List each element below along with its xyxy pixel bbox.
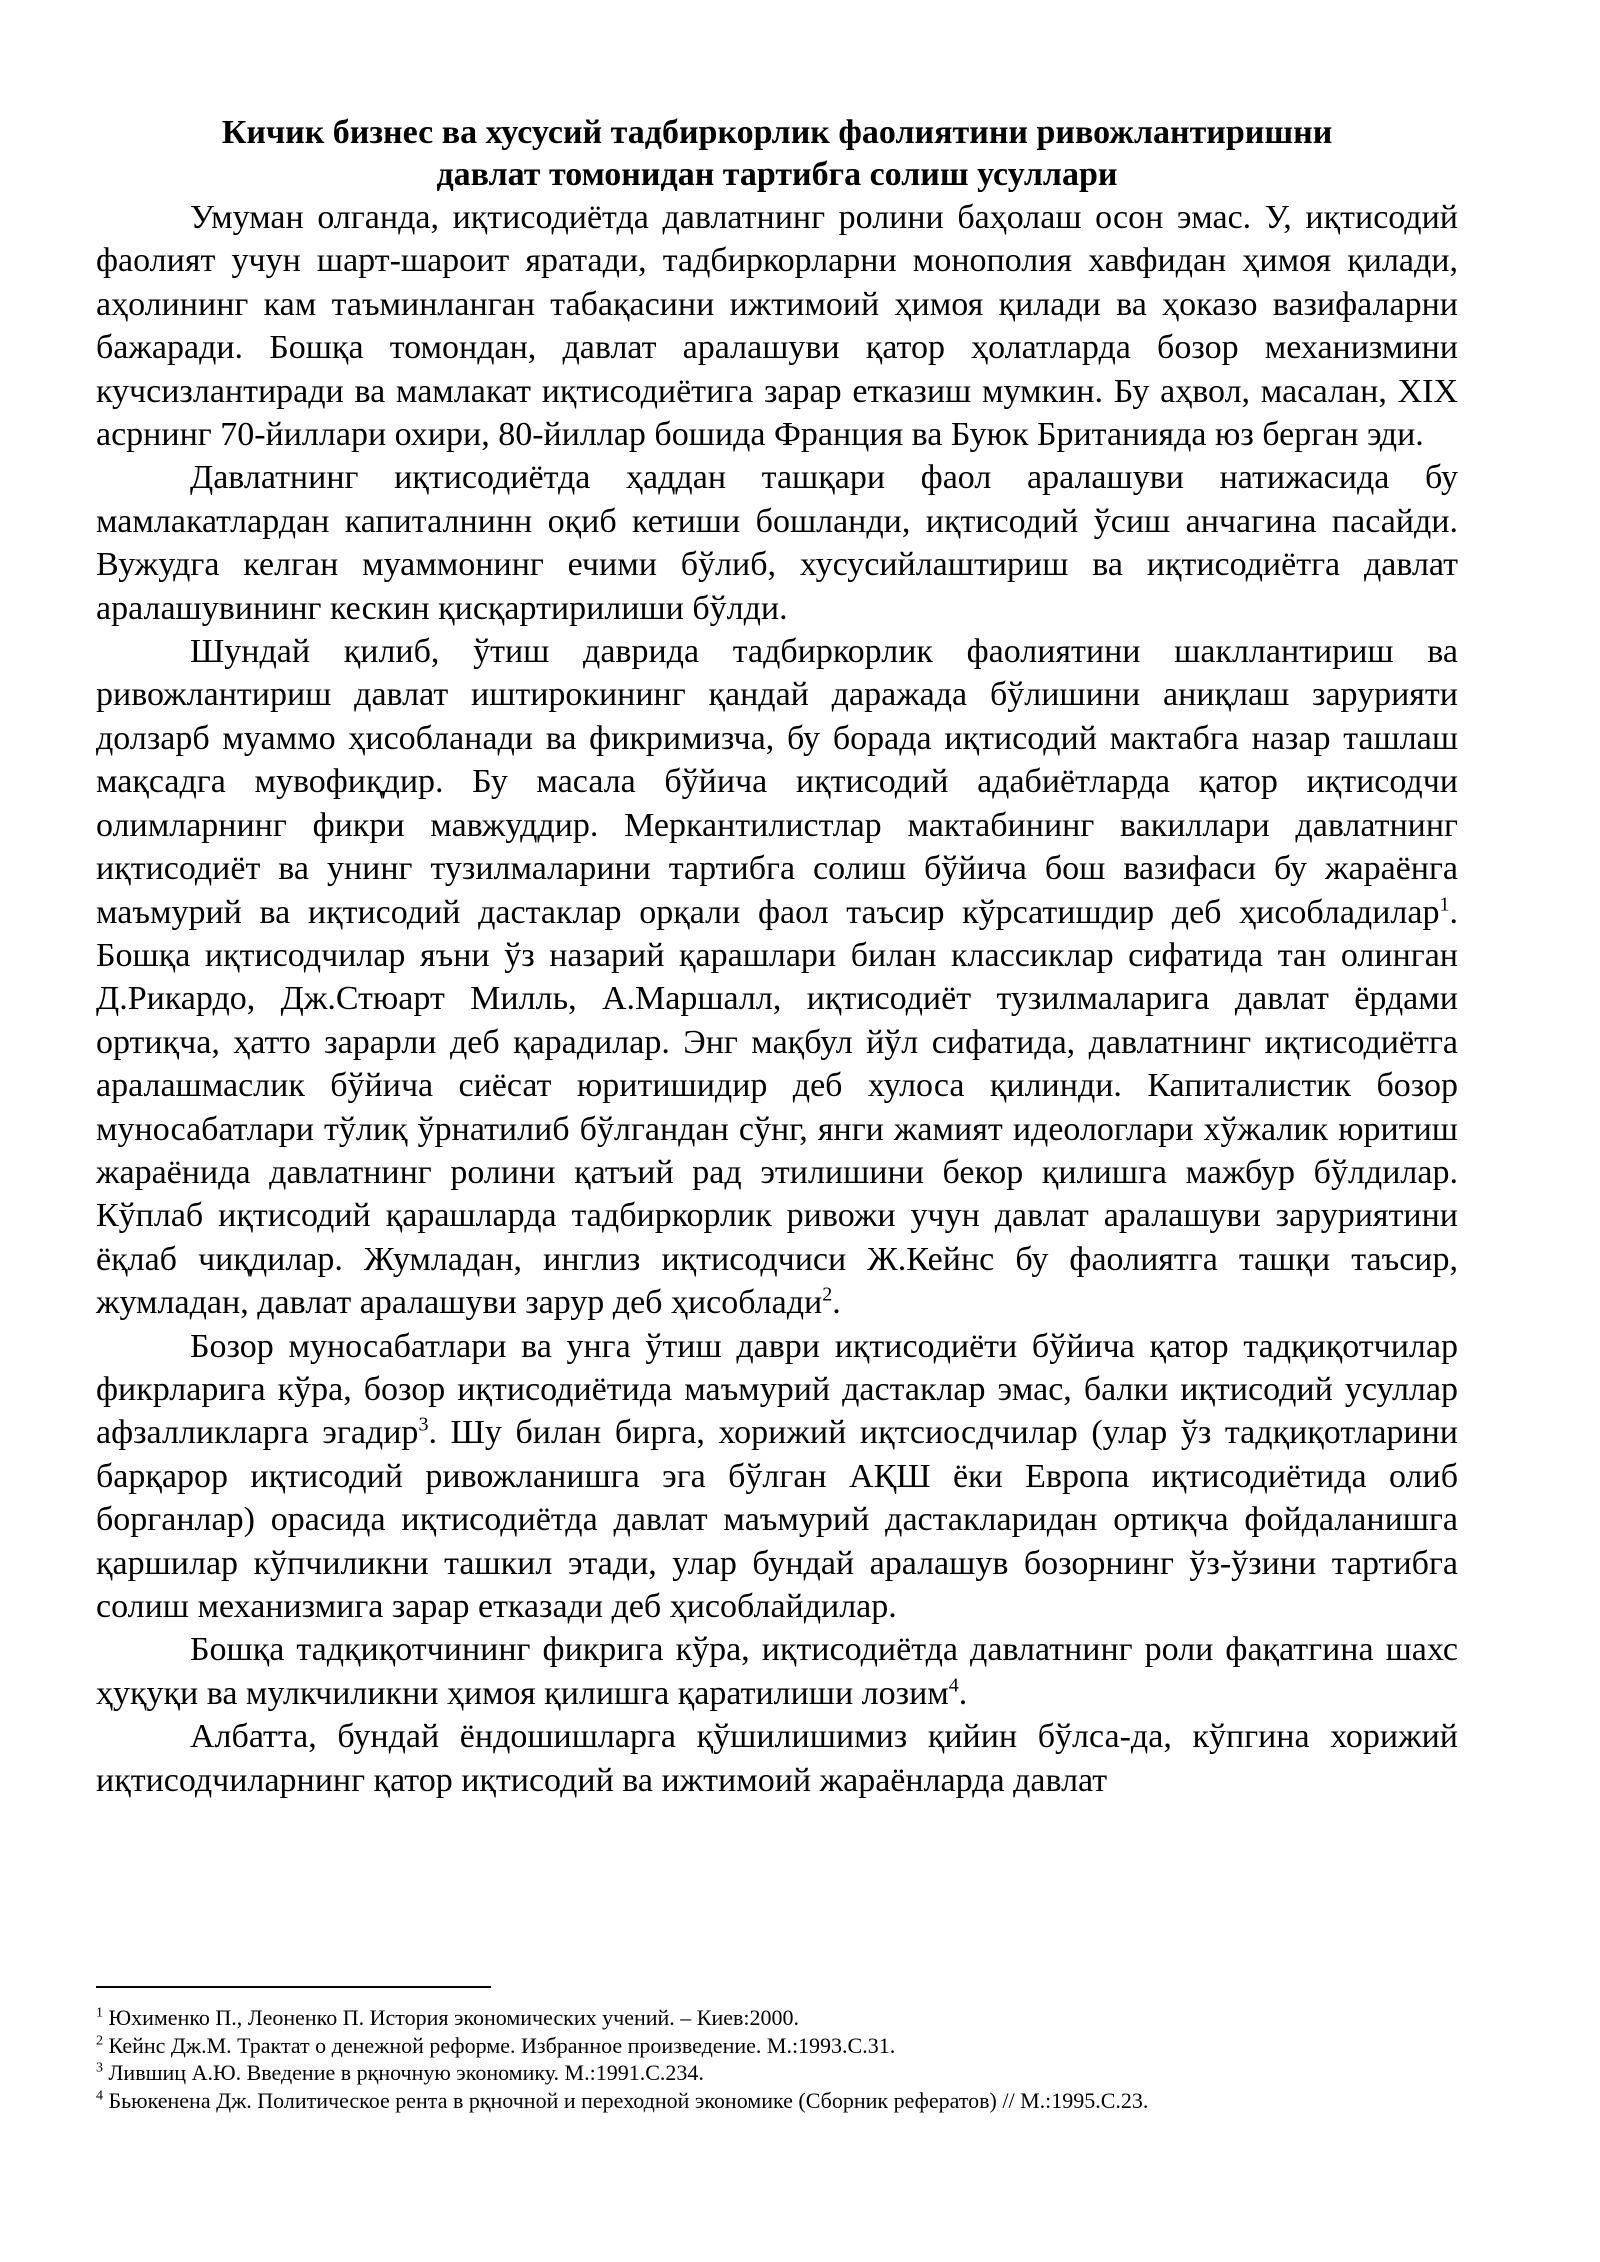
paragraph-5 (96, 1628, 1458, 1715)
paragraph-6: Албатта, бундай ёндошишларга қўшилишимиз қийин бўлса-да, кўпгина хорижий иқтисодчиларнинг қатор иқтисодий ва ижтимоий жараёнларда давлат (96, 1718, 1458, 1799)
title-line-2: давлат томонидан тартибга солиш усуллари (436, 156, 1118, 193)
paragraph-3-part-c: . (832, 1284, 841, 1322)
paragraph-4-part-a: Бозор муносабатлари ва унга ўтиш даври иқтисодиёти бўйича қатор тадқиқотчилар фикрларига кўра, бозор иқтисодиётида маъмурий дастаклар эмас, балки иқтисодий усуллар афзалликларга эгадир (96, 1327, 1458, 1452)
paragraph-1: Умуман олганда, иқтисодиётда давлатнинг ролини баҳолаш осон эмас. У, иқтисодий фаолият учун шарт-шароит яратади, тадбиркорларни монополия хавфидан ҳимоя қилади, аҳолининг кам таъминланган табақасини ижтимоий ҳимоя қилади ва ҳоказо вазифаларни бажаради. Бошқа томондан, давлат аралашуви қатор ҳолатларда бозор механизмини кучсизлантиради ва мамлакат иқтисодиётига зарар етказиш мумкин. Бу аҳвол, масалан, XIX асрнинг 70-йиллари охири, 80-йиллар бошида Франция ва Буюк Британияда юз берган эди. (96, 199, 1458, 454)
paragraph-2: Давлатнинг иқтисодиётда ҳаддан ташқари фаол аралашуви натижасида бу мамлакатлардан капиталнинн оқиб кетиши бошланди, иқтисодий ўсиш анчагина пасайди. Вужудга келган муаммонинг ечими бўлиб, хусусийлаштириш ва иқтисодиётга давлат аралашувининг кескин қисқартирилиши бўлди. (96, 459, 1458, 627)
footnote-ref-1[interactable]: 1 (1439, 893, 1450, 916)
title-line-1: Кичик бизнес ва хусусий тадбиркорлик фаолиятини ривожлантиришни (221, 114, 1333, 151)
footnote-separator (96, 1986, 491, 1988)
paragraph-3-part-a: Шундай қилиб, ўтиш даврида тадбиркорлик фаолиятини шакллантириш ва ривожлантириш давлат иштирокининг қандай даражада бўлишини аниқлаш зарурияти долзарб муаммо ҳисобланади ва фикримизча, бу борада иқтисодий мактабга назар ташлаш мақсадга мувофиқдир. Бу масала бўйича иқтисодий адабиётларда қатор иқтисодчи олимларнинг фикри мавжуддир. Меркантилистлар мактабининг вакиллари давлатнинг иқтисодиёт ва унинг тузилмаларини тартибга солиш бўйича бош вазифаси бу жараёнга маъмурий ва иқтисодий дастаклар орқали фаол таъсир кўрсатишдир деб ҳисобладилар (96, 633, 1458, 931)
paragraph-3-part-b: . Бошқа иқтисодчилар яъни ўз назарий қарашлари билан классиклар сифатида тан олинган Д.Рикардо, Дж.Стюарт Милль, А.Маршалл, иқтисодиёт тузилмаларига давлат ёрдами ортиқча, ҳатто зарарли деб қарадилар. Энг мақбул йўл сифатида, давлатнинг иқтисодиётга аралашмаслик бўйича сиёсат юритишидир деб хулоса қилинди. Капиталистик бозор муносабатлари тўлиқ ўрнатилиб бўлгандан сўнг, янги жамият идеологлари хўжалик юритиш жараёнида давлатнинг ролини қатъий рад этилишини бекор қилишга мажбур бўлдилар. Кўплаб иқтисодий қарашларда тадбиркорлик ривожи учун давлат аралашуви заруриятини ёқлаб чиқдилар. Жумладан, инглиз иқтисодчиси Ж.Кейнс бу фаолиятга ташқи таъсир, жумладан, давлат аралашуви зарур деб ҳисоблади (96, 893, 1458, 1322)
footnote-number: 2 (96, 2033, 103, 2049)
document-page (96, 112, 1458, 1802)
footnote-number: 1 (96, 2005, 103, 2021)
paragraph-3 (96, 630, 1458, 1325)
paragraph-5-part-a: Бошқа тадқиқотчининг фикрига кўра, иқтисодиётда давлатнинг роли фақатгина шахс ҳуқуқи ва мулкчиликни ҳимоя қилишга қаратилиши лозим (96, 1631, 1458, 1712)
document-body (96, 196, 1458, 1802)
footnote-3 (96, 2059, 1458, 2087)
footnote-number: 3 (96, 2060, 103, 2076)
footnote-text: Кейнс Дж.М. Трактат о денежной реформе. Избранное произведение. М.:1993.С.31. (103, 2032, 896, 2058)
paragraph-5-part-b: . (958, 1674, 968, 1712)
footnote-number: 4 (96, 2088, 103, 2104)
footnote-ref-2[interactable]: 2 (822, 1283, 833, 1306)
footnote-text: Лившиц А.Ю. Введение в рқночную экономику. М.:1991.С.234. (103, 2060, 704, 2085)
footnote-1 (96, 2004, 1458, 2032)
footnote-2 (96, 2032, 1458, 2060)
paragraph-4-part-b: . Шу билан бирга, хорижий иқтсиосдчилар (улар ўз тадқиқотларини барқарор иқтисодий ривожланишга эга бўлган АҚШ ёки Европа иқтисодиётида олиб борганлар) орасида иқтисодиётда давлат маъмурий дастакларидан ортиқча фойдаланишга қаршилар кўпчиликни ташкил этади, улар бундай аралашув бозорнинг ўз-ўзини тартибга солиш механизмига зарар етказади деб ҳисоблайдилар. (96, 1414, 1459, 1625)
paragraph-4 (96, 1325, 1458, 1629)
footnote-4 (96, 2087, 1458, 2115)
footnote-ref-3[interactable]: 3 (418, 1414, 429, 1437)
footnote-ref-4[interactable]: 4 (948, 1674, 959, 1697)
footnotes (96, 2004, 1458, 2114)
document-title (96, 112, 1458, 196)
footnote-text: Юхименко П., Леоненко П. История экономических учений. – Киев:2000. (103, 2005, 800, 2030)
footnote-text: Бьюкенена Дж. Политическое рента в рқночной и переходной экономике (Сборник рефератов) // М.:1995.С.23. (103, 2087, 1149, 2113)
